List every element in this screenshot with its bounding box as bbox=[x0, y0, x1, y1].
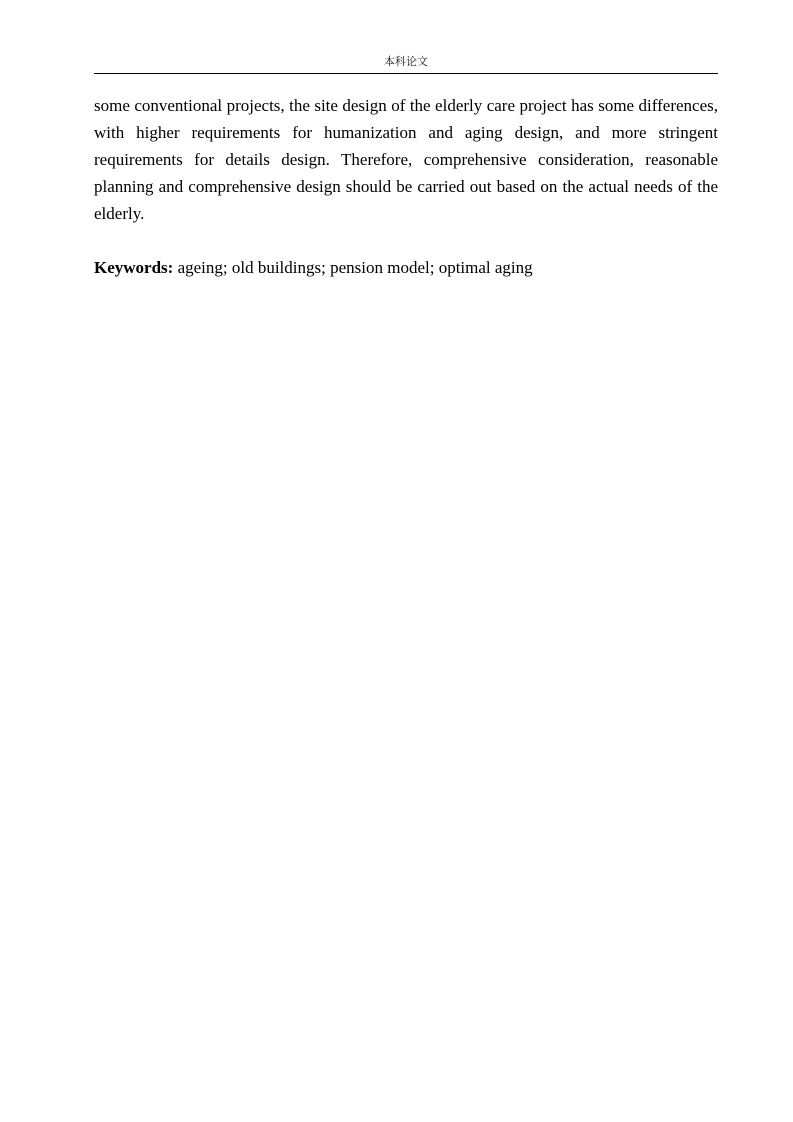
header-divider bbox=[94, 73, 718, 74]
keywords-value: ageing; old buildings; pension model; optimal aging bbox=[173, 258, 533, 277]
abstract-paragraph: some conventional projects, the site design of the elderly care project has some differences, with higher requirements for humanization and aging design, and more stringent requirements for details design. Therefore, comprehensive consideration, reasonable planning and comprehensive design should be carried out based on the actual needs of the elderly. bbox=[94, 96, 718, 223]
running-header: 本科论文 bbox=[384, 56, 428, 68]
keywords-label: Keywords: bbox=[94, 258, 174, 277]
keywords-line bbox=[94, 254, 718, 281]
